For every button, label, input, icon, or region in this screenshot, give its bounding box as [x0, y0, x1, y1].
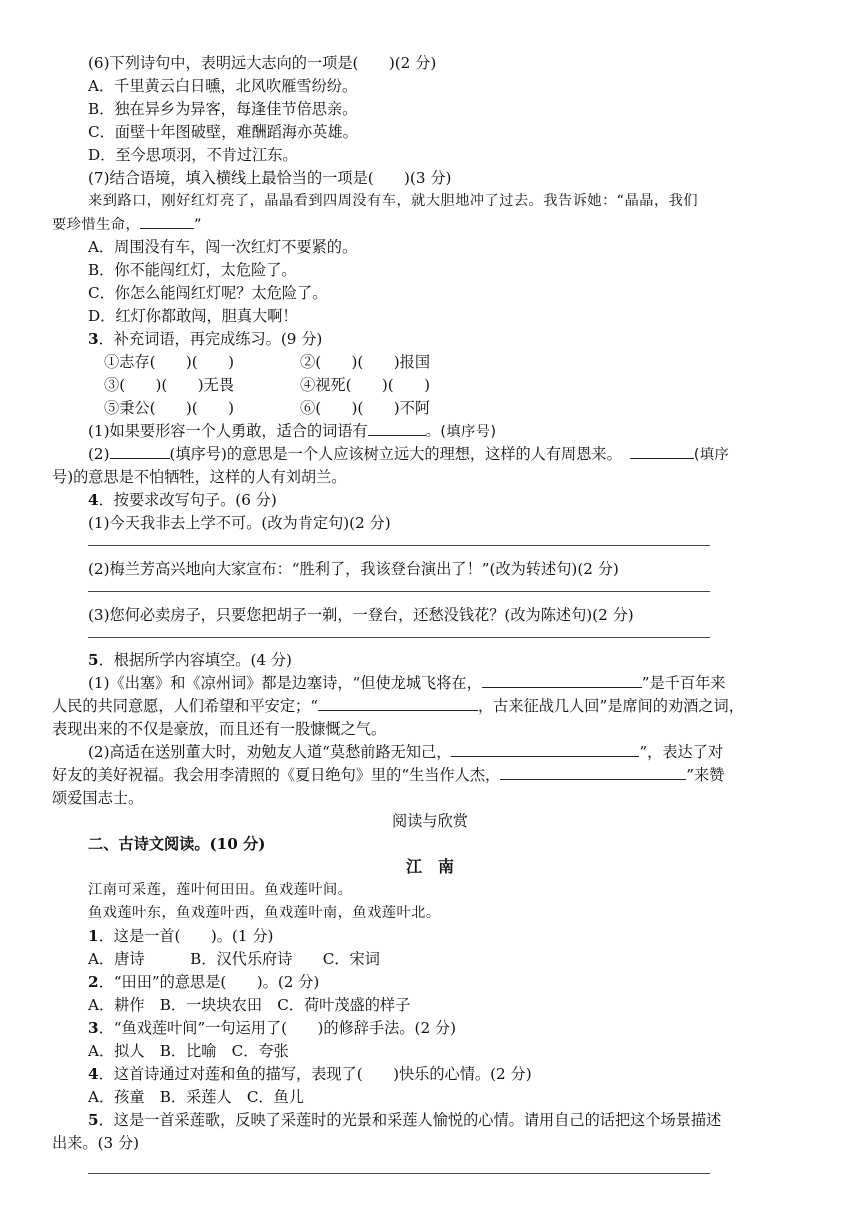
s3-part2-text: (填序号)的意思是一个人应该树立远大的理想，这样的人有周恩来。 — [169, 445, 622, 463]
q7-context-quote: ” — [194, 217, 202, 233]
s5-line4-end: ”，表达了对 — [639, 743, 724, 761]
s4-item1: (1)今天我非去上学不可。(改为肯定句)(2 分) — [88, 514, 391, 532]
s5-blank-4[interactable] — [500, 765, 686, 780]
q7-option-d[interactable]: D．红灯你都敢闯，胆真大啊！ — [88, 307, 298, 325]
s5-number: 5 — [88, 651, 99, 669]
part2-q2-text: ．“田田”的意思是( )。(2 分) — [98, 973, 320, 991]
s3-part1-text: (1)如果要形容一个人勇敢，适合的词语有 — [88, 422, 368, 440]
q7-context-line2 — [52, 214, 202, 235]
part2-q4-options[interactable]: A．孩童 B．采莲人 C．鱼儿 — [88, 1088, 304, 1106]
s4-title-text: ．按要求改写句子。(6 分) — [98, 491, 277, 509]
part2-q4 — [88, 1064, 532, 1084]
q7-context-text: 要珍惜生命， — [52, 217, 141, 233]
part2-q2-number: 2 — [88, 973, 99, 991]
part2-q1-number: 1 — [88, 927, 99, 945]
s3-word-4[interactable]: ④视死( )( ) — [300, 376, 431, 394]
s4-item2-answer-line[interactable] — [88, 591, 710, 592]
s5-title — [88, 650, 292, 670]
poem-line-1: 江南可采莲，莲叶何田田。鱼戏莲叶间。 — [88, 882, 353, 898]
q7-answer-blank[interactable] — [140, 214, 194, 229]
s3-part1-hint: 。(填序号) — [425, 424, 497, 440]
q7-option-c[interactable]: C．你怎么能闯红灯呢？太危险了。 — [88, 284, 328, 302]
part2-q2-options[interactable]: A．耕作 B．一块块农田 C．荷叶茂盛的样子 — [88, 996, 411, 1014]
s3-word-6[interactable]: ⑥( )( )不阿 — [300, 399, 431, 417]
s5-line1-text: (1)《出塞》和《凉州词》都是边塞诗，“但使龙城飞将在， — [88, 674, 482, 692]
part2-q3 — [88, 1018, 456, 1038]
part2-q3-options[interactable]: A．拟人 B．比喻 C．夸张 — [88, 1042, 289, 1060]
s3-word-3[interactable]: ③( )( )无畏 — [104, 376, 235, 394]
part2-q1-options[interactable]: A．唐诗 B．汉代乐府诗 C．宋词 — [88, 950, 380, 968]
q6-option-b[interactable]: B．独在异乡为异客，每逢佳节倍思亲。 — [88, 100, 358, 118]
q6-option-c[interactable]: C．面壁十年图破壁，难酬蹈海亦英雄。 — [88, 123, 358, 141]
s5-blank-2[interactable] — [318, 696, 478, 711]
s4-item3-answer-line[interactable] — [88, 637, 710, 638]
s3-word-2[interactable]: ②( )( )报国 — [300, 353, 431, 371]
section-title: 阅读与欣赏 — [392, 812, 468, 830]
s3-part2-hint: (填序 — [693, 447, 730, 463]
s5-line1 — [88, 673, 725, 693]
part2-q5-answer-line[interactable] — [88, 1173, 710, 1174]
s3-part2-blank-a[interactable] — [110, 444, 170, 459]
s5-line5-end: ”来赞 — [686, 766, 725, 784]
q7-option-a[interactable]: A．周围没有车，闯一次红灯不要紧的。 — [88, 238, 358, 256]
s3-part1 — [88, 421, 497, 442]
s5-blank-1[interactable] — [482, 673, 642, 688]
q6-option-a[interactable]: A．千里黄云白日曛，北风吹雁雪纷纷。 — [88, 77, 358, 95]
s3-part2-blank-b[interactable] — [630, 444, 694, 459]
s5-line2-text: 人民的共同意愿，人们希望和平安定；“ — [52, 697, 318, 715]
s3-part2-line2: 号)的意思是不怕牺牲，这样的人有刘胡兰。 — [52, 468, 347, 486]
q6-option-d[interactable]: D．至今思项羽，不肯过江东。 — [88, 146, 298, 164]
s5-line5 — [52, 765, 724, 785]
poem-title: 江 南 — [405, 857, 454, 876]
poem-line-2: 鱼戏莲叶东，鱼戏莲叶西，鱼戏莲叶南，鱼戏莲叶北。 — [88, 905, 441, 921]
s5-line2-end: ，古来征战几人回”是席间的劝酒之词， — [477, 697, 744, 715]
part2-q2 — [88, 972, 319, 992]
s3-part2-label: (2) — [88, 445, 110, 463]
q7-stem: (7)结合语境，填入横线上最恰当的一项是( )(3 分) — [88, 169, 452, 187]
q7-context-line1: 来到路口，刚好红灯亮了，晶晶看到四周没有车，就大胆地冲了过去。我告诉她：“晶晶，我们 — [88, 193, 699, 209]
part2-q5-number: 5 — [88, 1111, 99, 1129]
s3-word-5[interactable]: ⑤秉公( )( ) — [104, 399, 235, 417]
part2-q4-number: 4 — [88, 1065, 99, 1083]
q6-stem: (6)下列诗句中，表明远大志向的一项是( )(2 分) — [88, 54, 437, 72]
s5-line3: 表现出来的不仅是豪放，而且还有一股慷慨之气。 — [52, 720, 387, 738]
s4-item1-answer-line[interactable] — [88, 545, 710, 546]
s5-line4 — [88, 742, 723, 762]
part2-q1 — [88, 926, 273, 946]
s3-part2-line1 — [88, 444, 729, 465]
s3-title-text: ．补充词语，再完成练习。(9 分) — [98, 330, 323, 348]
s3-word-1[interactable]: ①志存( )( ) — [104, 353, 235, 371]
s5-line6: 颂爱国志士。 — [52, 789, 144, 807]
s3-title — [88, 329, 322, 349]
s4-item2: (2)梅兰芳高兴地向大家宣布：“胜利了，我该登台演出了！”(改为转述句)(2 分) — [88, 560, 619, 578]
part2-q5 — [88, 1110, 721, 1130]
part2-q5-line2: 出来。(3 分) — [52, 1134, 140, 1152]
s5-line2 — [52, 696, 744, 716]
s4-item3: (3)您何必卖房子，只要您把胡子一剃，一登台，还愁没钱花？(改为陈述句)(2 分) — [88, 606, 634, 624]
q7-option-b[interactable]: B．你不能闯红灯，太危险了。 — [88, 261, 297, 279]
s5-blank-3[interactable] — [451, 742, 639, 757]
part2-q4-text: ．这首诗通过对莲和鱼的描写，表现了( )快乐的心情。(2 分) — [98, 1065, 532, 1083]
s5-title-text: ．根据所学内容填空。(4 分) — [98, 651, 292, 669]
s3-number: 3 — [88, 330, 99, 348]
part2-heading: 二、古诗文阅读。(10 分) — [88, 835, 266, 853]
part2-q1-text: ．这是一首( )。(1 分) — [98, 927, 274, 945]
part2-q5-text: ．这是一首采莲歌，反映了采莲时的光景和采莲人愉悦的心情。请用自己的话把这个场景描述 — [98, 1111, 722, 1129]
s4-number: 4 — [88, 491, 99, 509]
part2-q3-number: 3 — [88, 1019, 99, 1037]
part2-q3-text: ．“鱼戏莲叶间”一句运用了( )的修辞手法。(2 分) — [98, 1019, 457, 1037]
s5-line4-text: (2)高适在送别董大时，劝勉友人道“莫愁前路无知己， — [88, 743, 452, 761]
s5-line1-end: ”是千百年来 — [641, 674, 726, 692]
s5-line5-text: 好友的美好祝福。我会用李清照的《夏日绝句》里的“生当作人杰， — [52, 766, 501, 784]
s4-title — [88, 490, 277, 510]
s3-part1-blank[interactable] — [368, 421, 426, 436]
